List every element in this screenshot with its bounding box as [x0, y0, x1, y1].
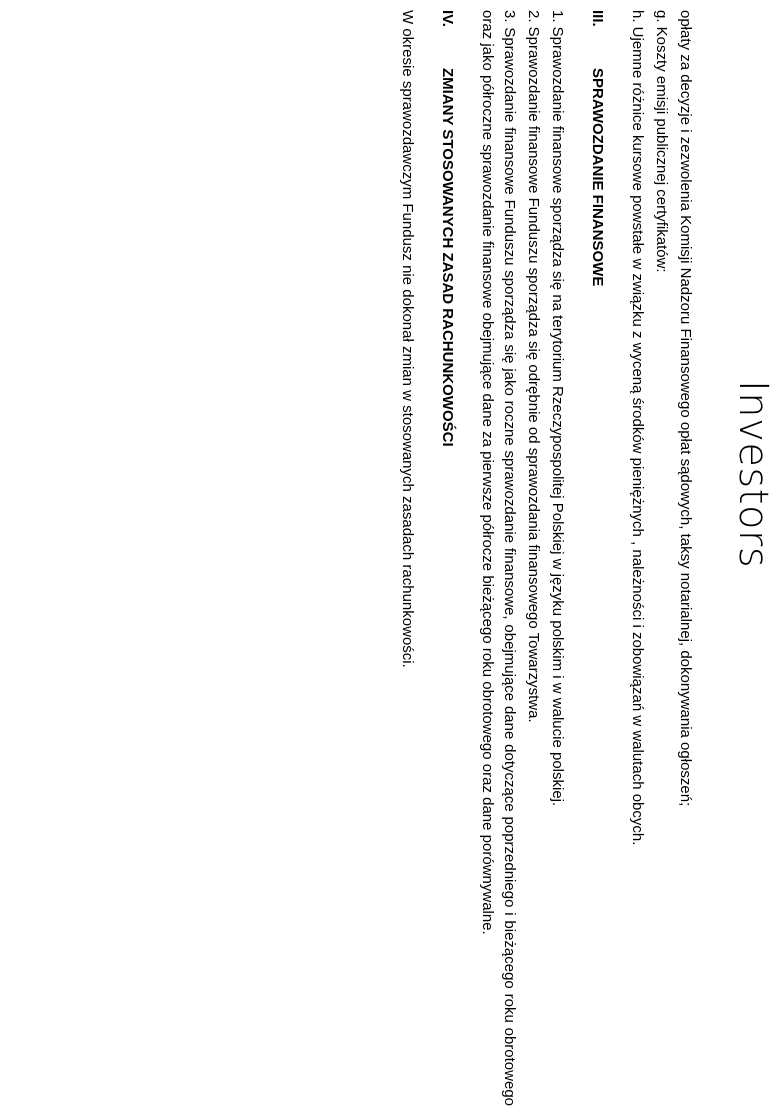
investors-logo: Investors	[730, 380, 776, 569]
section-3-title: SPRAWOZDANIE FINANSOWE	[589, 68, 606, 287]
section-3-heading	[586, 10, 608, 1106]
section-3-number: III.	[589, 10, 606, 27]
paragraph-item-h: h. Ujemne różnice kursowe powstałe w związku z wyceną środków pieniężnych , należności i zobowiązań w walutach obcych.	[629, 10, 646, 846]
document-body	[396, 10, 696, 1106]
paragraph-item-g: g. Koszty emisji publicznej certyfikatów:	[653, 10, 670, 273]
section-3-paragraph-1: 1. Sprawozdanie finansowe sporządza się na terytorium Rzeczypospolitej Polskiej w języku polskim i w walucie polskiej.	[549, 10, 566, 807]
paragraph-item-f-continued: opłaty za decyzje i zezwolenia Komisji Nadzoru Finansowego opłat sądowych, taksy notarialnej, dokonywania ogłoszeń;	[677, 10, 694, 807]
section-3-paragraph-2: 2. Sprawozdanie finansowe Funduszu sporządza się odrębnie od sprawozdania finansowego Towarzystwa.	[525, 10, 542, 723]
section-4-number: IV.	[439, 10, 456, 27]
section-4-heading	[436, 10, 458, 1106]
section-3-paragraph-3: 3. Sprawozdanie finansowe Funduszu sporządza się jako roczne sprawozdanie finansowe, obejmujące dane dotyczące poprzedniego i bieżącego roku obrotowego oraz jako półroczne sprawozdanie finansowe obejmujące dane za pierwsze półrocze bieżącego roku obrotowego oraz dane porównywalne.	[479, 10, 518, 1106]
section-4-title: ZMIANY STOSOWANYCH ZASAD RACHUNKOWOŚCI	[439, 68, 456, 447]
section-4-paragraph-1: W okresie sprawozdawczym Fundusz nie dokonał zmian w stosowanych zasadach rachunkowości.	[399, 10, 416, 668]
